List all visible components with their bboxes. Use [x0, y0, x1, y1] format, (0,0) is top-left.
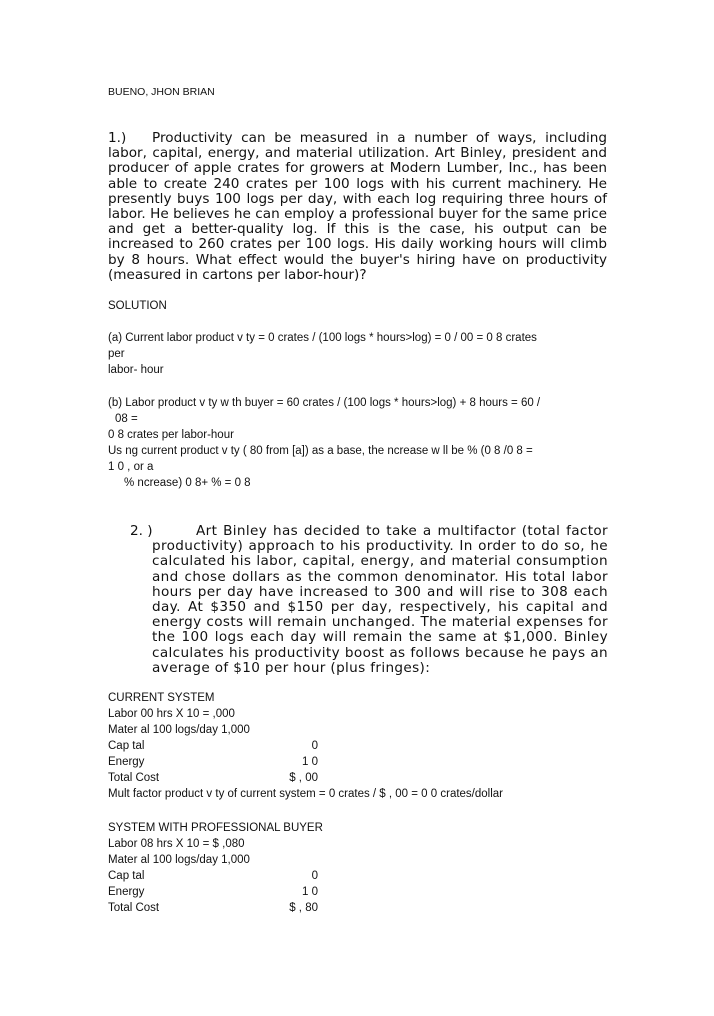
row-value: 0	[311, 740, 318, 752]
solution-b-line-2: 08 =	[115, 413, 138, 425]
row-value: 1 0	[302, 756, 318, 768]
row-label: Total Cost	[108, 772, 160, 784]
row-label: Energy	[108, 756, 145, 768]
author-name: BUENO, JHON BRIAN	[108, 86, 215, 98]
solution-a-line-2: per	[108, 348, 125, 360]
table-row	[108, 770, 628, 786]
buyer-system-table	[108, 820, 628, 916]
table-row	[108, 852, 628, 868]
table-row	[108, 868, 628, 884]
table-row	[108, 836, 628, 852]
current-system-table	[108, 690, 628, 802]
solution-a-line-3: labor- hour	[108, 364, 164, 376]
row-value: $ , 80	[289, 902, 318, 914]
row-value: $ , 00	[289, 772, 318, 784]
solution-a-line-1: (a) Current labor product v ty = 0 crates / (100 logs * hours>log) = 0 / 00 = 0 8 crates	[108, 332, 537, 344]
row-label: Energy	[108, 886, 145, 898]
question-1-number: 1.)	[108, 130, 127, 146]
buyer-system-heading: SYSTEM WITH PROFESSIONAL BUYER	[108, 822, 323, 834]
table-row	[108, 738, 628, 754]
question-2-text: Art Binley has decided to take a multifactor (total factor productivity) approach to his productivity. In order to do so, he calculated his labor, capital, energy, and material consumption and chose dollars as the common denominator. His total labor hours per day have increased to 300 and will rise to 308 each day. At $350 and $150 per day, respectively, his capital and energy costs will remain unchanged. The material expenses for the 100 logs each day will remain the same at $1,000. Binley calculates his productivity boost as follows because he pays an average of $10 per hour (plus fringes):	[152, 523, 608, 676]
question-1-text: Productivity can be measured in a number of ways, including labor, capital, energy, and material utilization. Art Binley, president and producer of apple crates for growers at Modern Lumber, Inc., has been able to create 240 crates per 100 logs with his current machinery. He presently buys 100 logs per day, with each log requiring three hours of labor. He believes he can employ a professional buyer for the same price and get a better-quality log. If this is the case, his output can be increased to 260 crates per 100 logs. His daily working hours will climb by 8 hours. What effect would the buyer's hiring have on productivity (measured in cartons per labor-hour)?	[108, 130, 607, 283]
solution-b-line-5: 1 0 , or a	[108, 461, 154, 473]
row-value: 0	[311, 870, 318, 882]
solution-b-line-3: 0 8 crates per labor-hour	[108, 429, 234, 441]
question-1	[108, 131, 607, 283]
solution-part-b	[108, 395, 608, 491]
current-system-heading: CURRENT SYSTEM	[108, 692, 215, 704]
question-2	[130, 524, 608, 676]
solution-heading: SOLUTION	[108, 300, 167, 312]
solution-b-line-6: % ncrease) 0 8+ % = 0 8	[124, 477, 251, 489]
row-label: Mater al 100 logs/day 1,000	[108, 854, 250, 866]
solution-b-line-4: Us ng current product v ty ( 80 from [a]) as a base, the ncrease w ll be % (0 8 /0 8 =	[108, 445, 533, 457]
row-value: 1 0	[302, 886, 318, 898]
multifactor-productivity-line: Mult factor product v ty of current system = 0 crates / $ , 00 = 0 0 crates/dollar	[108, 788, 504, 800]
row-label: Mater al 100 logs/day 1,000	[108, 724, 250, 736]
question-2-number: 2. )	[130, 523, 153, 539]
solution-part-a	[108, 330, 608, 378]
row-label: Cap tal	[108, 870, 145, 882]
row-label: Labor 00 hrs X 10 = ,000	[108, 708, 235, 720]
row-label: Cap tal	[108, 740, 145, 752]
row-label: Total Cost	[108, 902, 160, 914]
table-row	[108, 722, 628, 738]
row-label: Labor 08 hrs X 10 = $ ,080	[108, 838, 245, 850]
table-row	[108, 900, 628, 916]
solution-b-line-1: (b) Labor product v ty w th buyer = 60 crates / (100 logs * hours>log) + 8 hours = 60 /	[108, 397, 541, 409]
table-row	[108, 706, 628, 722]
table-row	[108, 754, 628, 770]
table-row	[108, 884, 628, 900]
